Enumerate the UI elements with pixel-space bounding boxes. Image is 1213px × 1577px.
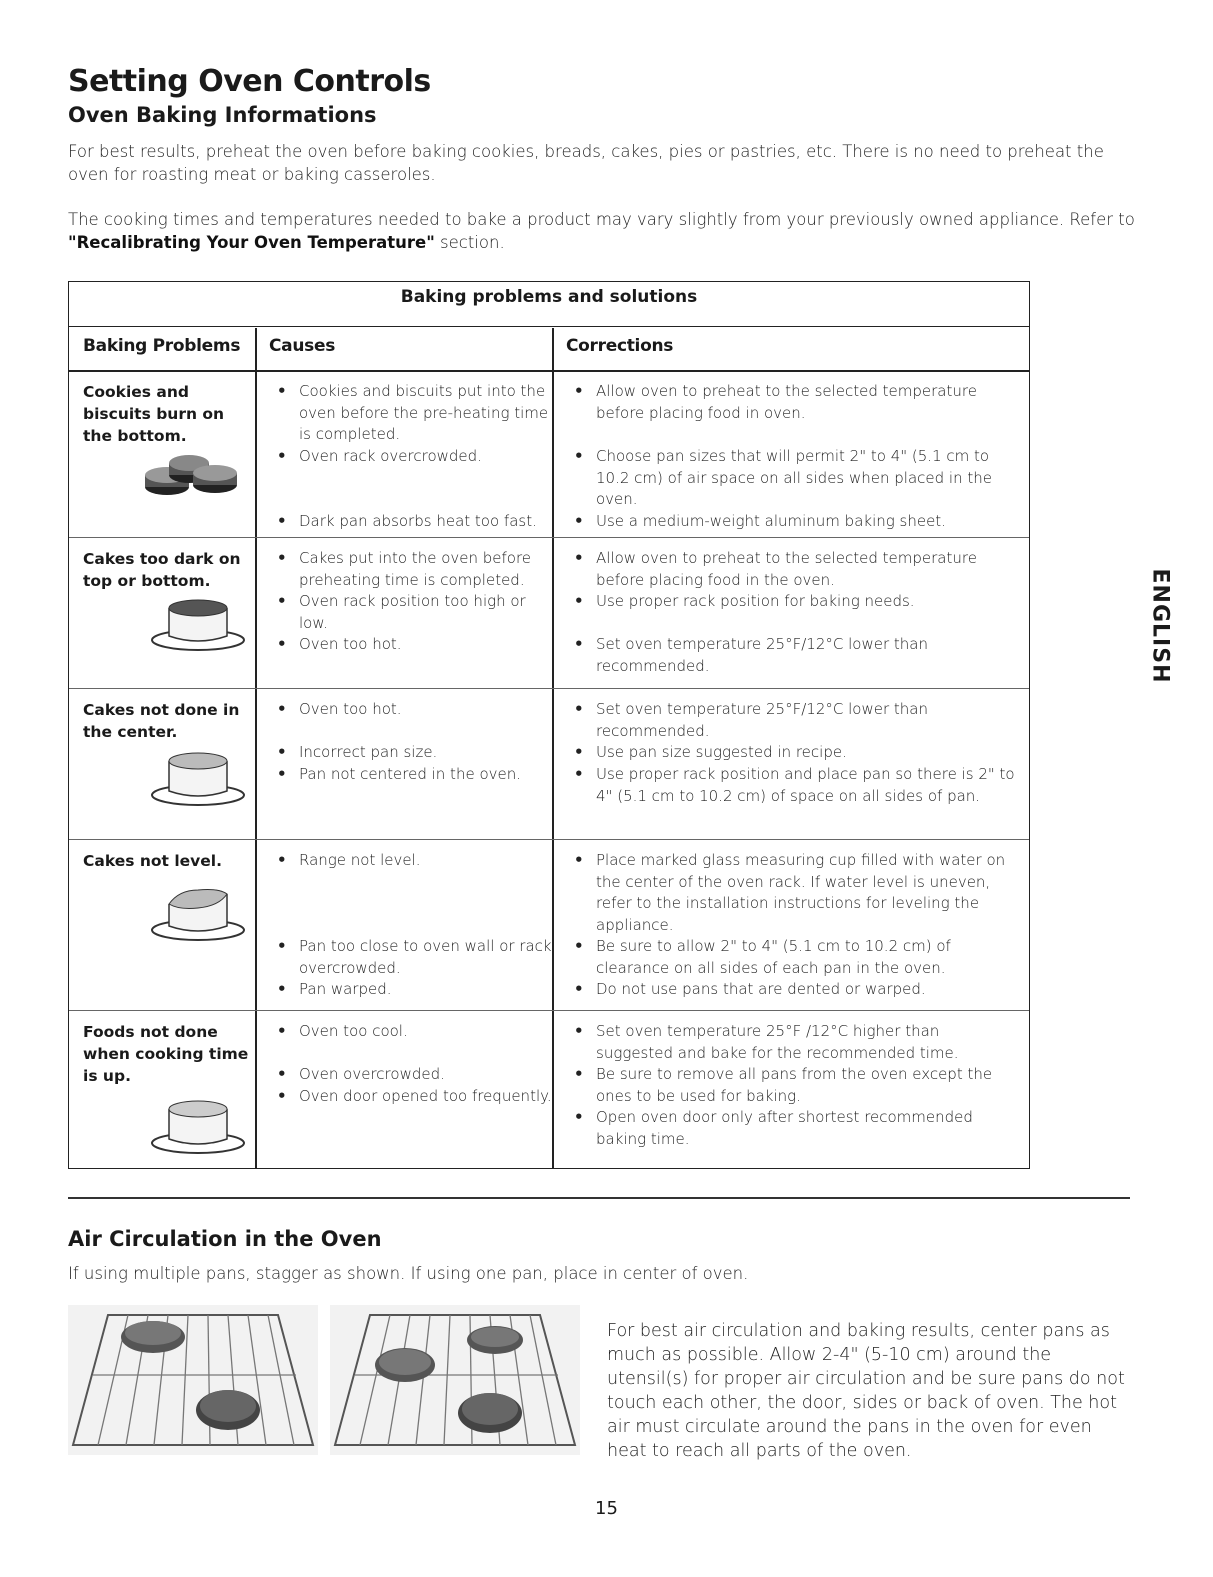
language-label: ENGLISH bbox=[1147, 568, 1173, 684]
cookies-icon bbox=[137, 449, 247, 511]
air-body-text: For best air circulation and baking results, center pans as much as possible. Allow 2-4" (5-10 cm) around the utensil(s) for proper air circulation and be sure pans do not touch each other, the door, sides or back of oven. The hot air must circulate around the pans in the oven for even heat to reach all parts of the oven. bbox=[607, 1321, 1125, 1461]
table-row bbox=[69, 689, 1029, 839]
baking-problems-table bbox=[68, 281, 1030, 1169]
cause-item: • Pan too close to oven wall or rack overcrowded. bbox=[269, 936, 559, 979]
cause-item: • Oven rack overcrowded. bbox=[269, 446, 482, 468]
header-problems: Baking Problems bbox=[83, 336, 241, 356]
cause-item: • Pan warped. bbox=[269, 979, 392, 1001]
table-row bbox=[69, 840, 1029, 998]
recalibrating-reference: "Recalibrating Your Oven Temperature" bbox=[68, 233, 435, 252]
cake-icon bbox=[149, 596, 247, 654]
table-row bbox=[69, 1011, 1029, 1169]
cause-item: • Oven rack position too high or low. bbox=[269, 591, 559, 634]
cause-item: • Dark pan absorbs heat too fast. bbox=[269, 511, 537, 533]
cause-item: • Incorrect pan size. bbox=[269, 742, 437, 764]
correction-item: • Set oven temperature 25°F/12°C lower than recommended. bbox=[566, 699, 1016, 742]
intro-text-post: section. bbox=[434, 233, 505, 252]
correction-item: • Allow oven to preheat to the selected temperature before placing food in the oven. bbox=[566, 548, 1016, 591]
section-divider bbox=[68, 1197, 1130, 1199]
correction-item: • Do not use pans that are dented or warped. bbox=[566, 979, 926, 1001]
problem-label: Cakes too dark on top or bottom. bbox=[83, 550, 241, 590]
table-title: Baking problems and solutions bbox=[69, 282, 1029, 327]
cause-item: • Oven overcrowded. bbox=[269, 1064, 445, 1086]
cause-item: • Cookies and biscuits put into the oven before the pre-heating time is completed. bbox=[269, 381, 559, 446]
table-row bbox=[69, 538, 1029, 688]
table-row bbox=[69, 371, 1029, 537]
correction-item: • Be sure to remove all pans from the oven except the ones to be used for baking. bbox=[566, 1064, 1016, 1107]
header-corrections: Corrections bbox=[566, 336, 674, 356]
air-intro: If using multiple pans, stagger as shown. If using one pan, place in center of oven. bbox=[68, 1264, 749, 1283]
cause-item: • Oven too cool. bbox=[269, 1021, 408, 1043]
section-heading-air: Air Circulation in the Oven bbox=[68, 1227, 382, 1251]
oven-rack-icon bbox=[68, 1305, 318, 1455]
correction-item: • Use a medium-weight aluminum baking sheet. bbox=[566, 511, 946, 533]
oven-rack-icon bbox=[330, 1305, 580, 1455]
correction-item: • Use pan size suggested in recipe. bbox=[566, 742, 847, 764]
correction-item: • Use proper rack position and place pan so there is 2" to 4" (5.1 cm to 10.2 cm) of space on all sides of pan. bbox=[566, 764, 1016, 807]
section-heading-baking: Oven Baking Informations bbox=[68, 103, 377, 127]
correction-item: • Open oven door only after shortest recommended baking time. bbox=[566, 1107, 1016, 1150]
problem-label: Cookies and biscuits burn on the bottom. bbox=[83, 383, 225, 445]
correction-item: • Be sure to allow 2" to 4" (5.1 cm to 10.2 cm) of clearance on all sides of each pan in the oven. bbox=[566, 936, 1016, 979]
intro-paragraph-2 bbox=[68, 208, 1148, 254]
cause-item: • Pan not centered in the oven. bbox=[269, 764, 521, 786]
cause-item: • Oven door opened too frequently. bbox=[269, 1086, 552, 1108]
cause-item: • Oven too hot. bbox=[269, 634, 402, 656]
cause-item: • Oven too hot. bbox=[269, 699, 402, 721]
problem-label: Foods not done when cooking time is up. bbox=[83, 1023, 249, 1085]
language-side-tab bbox=[1143, 566, 1177, 686]
cake-icon bbox=[149, 749, 247, 809]
correction-item: • Allow oven to preheat to the selected temperature before placing food in oven. bbox=[566, 381, 1016, 424]
intro-text-pre: The cooking times and temperatures needed to bake a product may vary slightly from your previously owned appliance. Refer to bbox=[68, 210, 1135, 229]
cause-item: • Range not level. bbox=[269, 850, 421, 872]
problem-label: Cakes not level. bbox=[83, 852, 222, 870]
header-causes: Causes bbox=[269, 336, 336, 356]
correction-item: • Choose pan sizes that will permit 2" to 4" (5.1 cm to 10.2 cm) of air space on all sides when placed in the oven. bbox=[566, 446, 1016, 511]
cake-icon bbox=[149, 1097, 247, 1157]
page-number: 15 bbox=[595, 1498, 618, 1519]
cause-item: • Cakes put into the oven before preheating time is completed. bbox=[269, 548, 559, 591]
correction-item: • Set oven temperature 25°F/12°C lower than recommended. bbox=[566, 634, 1016, 677]
page-title: Setting Oven Controls bbox=[68, 64, 431, 99]
problem-label: Cakes not done in the center. bbox=[83, 701, 240, 741]
correction-item: • Set oven temperature 25°F /12°C higher than suggested and bake for the recommended time. bbox=[566, 1021, 1016, 1064]
intro-paragraph-1: For best results, preheat the oven before baking cookies, breads, cakes, pies or pastries, etc. There is no need to preheat the oven for roasting meat or baking casseroles. bbox=[68, 142, 1104, 184]
cake-icon bbox=[149, 886, 247, 946]
correction-item: • Place marked glass measuring cup filled with water on the center of the oven rack. If water level is uneven, refer to the installation instructions for leveling the appliance. bbox=[566, 850, 1016, 936]
correction-item: • Use proper rack position for baking needs. bbox=[566, 591, 915, 613]
